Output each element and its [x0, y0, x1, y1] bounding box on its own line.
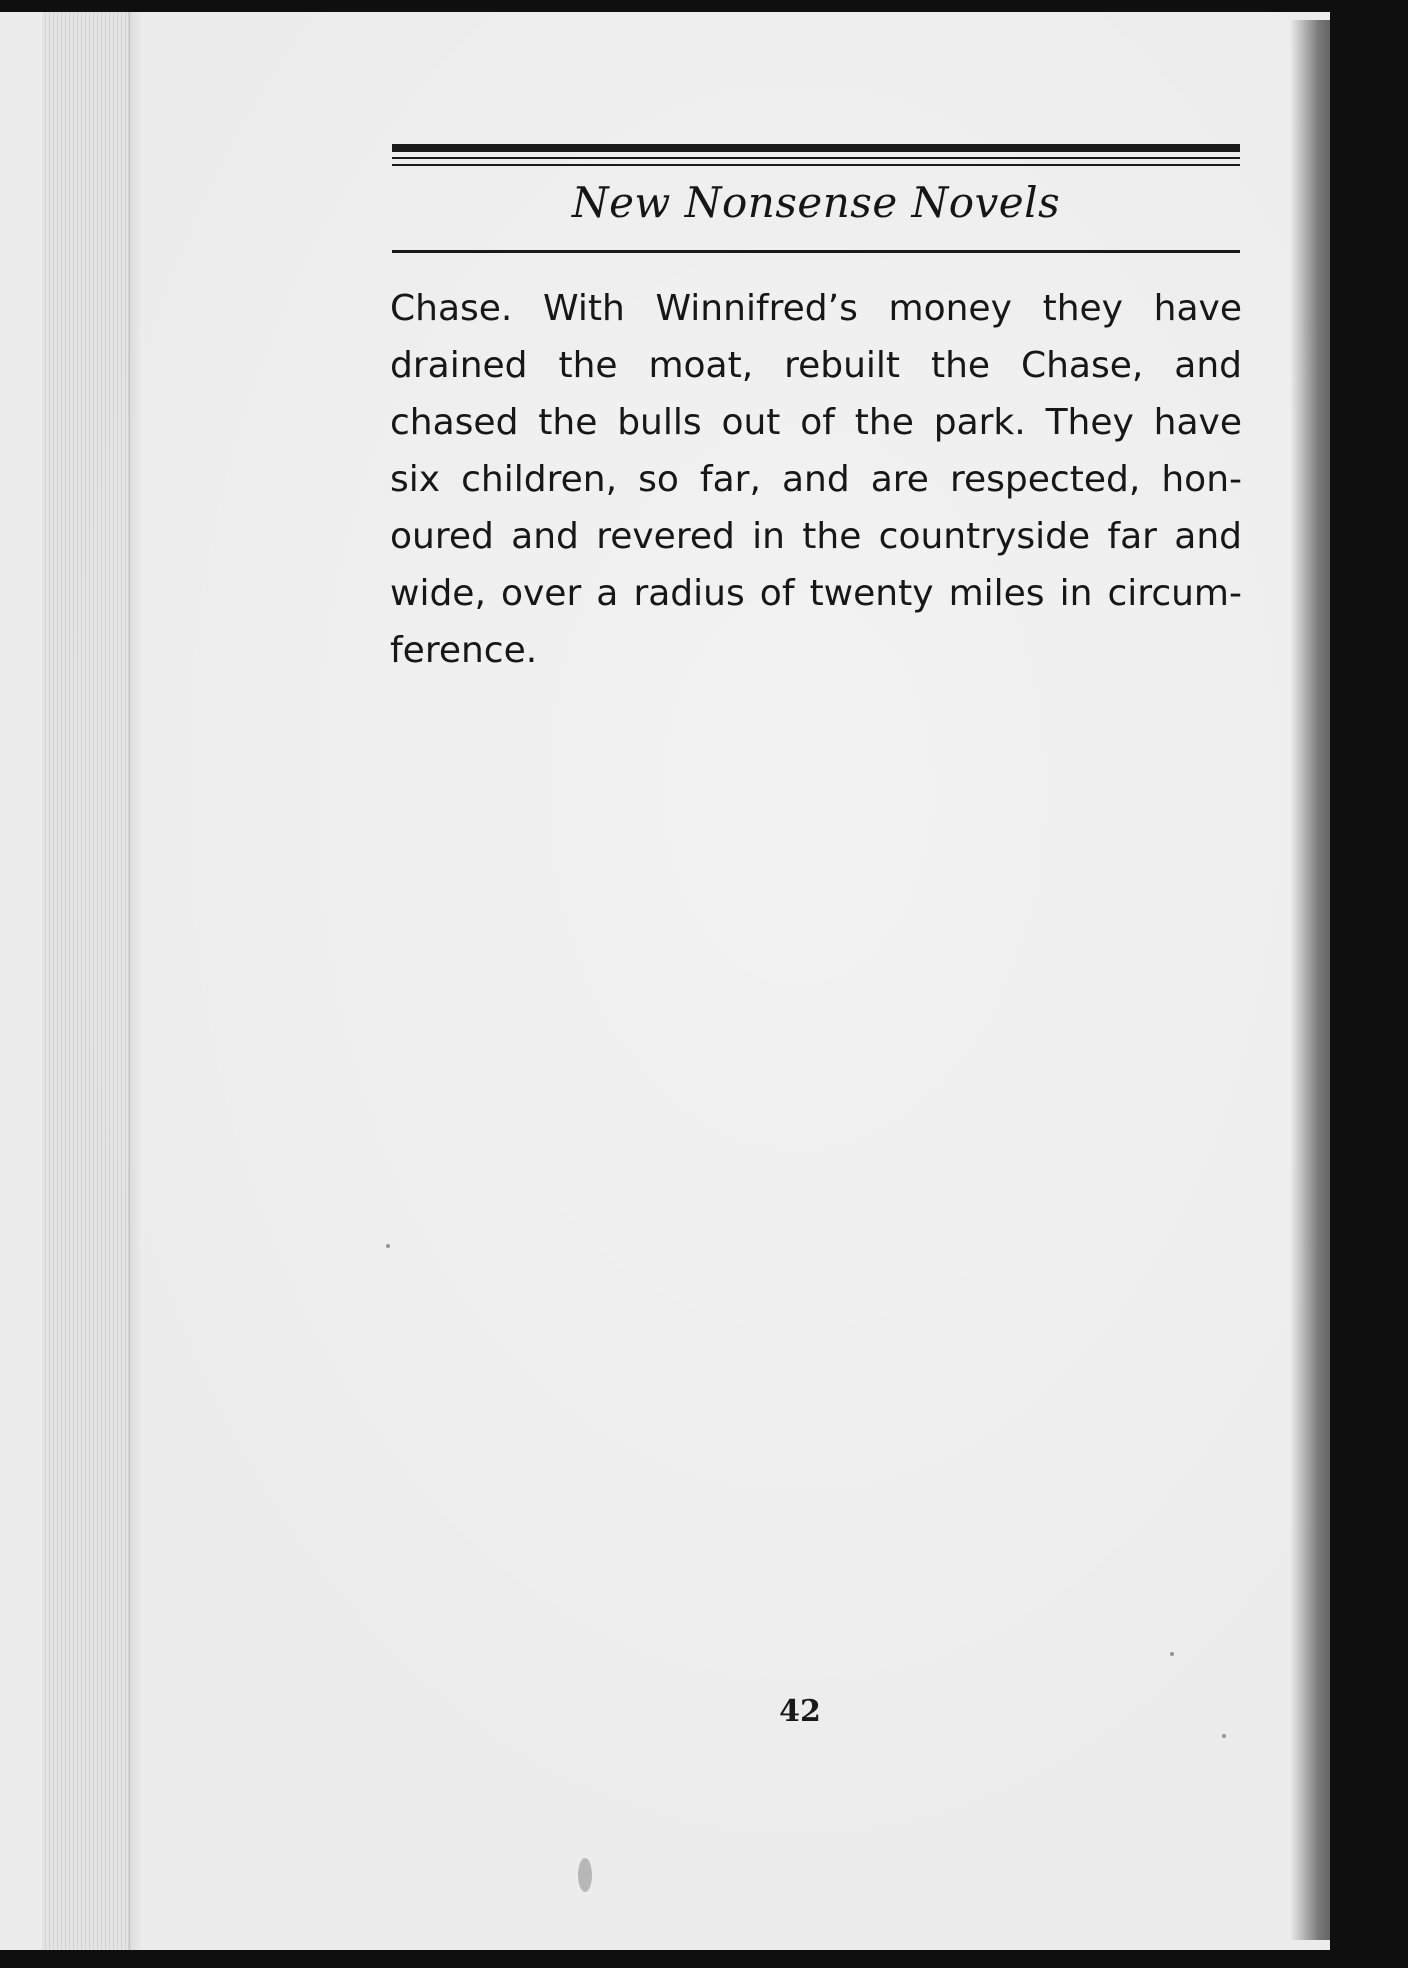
scan-background-bottom: [0, 1950, 1408, 1968]
text-line: six children, so far, and are respected, hon-: [390, 459, 1242, 500]
page-number: 42: [779, 1694, 821, 1729]
text-line: ference.: [390, 630, 538, 671]
text-line: oured and revered in the countryside far and: [390, 516, 1242, 557]
header-rule-thin: [392, 157, 1240, 159]
stacked-page-edges: [42, 12, 130, 1952]
paper-speck: [1170, 1652, 1174, 1656]
text-line: wide, over a radius of twenty miles in circum-: [390, 573, 1242, 614]
scan-background-right: [1330, 0, 1408, 1968]
header-rule-thick: [392, 144, 1240, 152]
paper-speck: [1222, 1734, 1226, 1738]
ink-smudge: [578, 1858, 592, 1892]
header-underline-rule: [392, 250, 1240, 253]
text-line: drained the moat, rebuilt the Chase, and: [390, 345, 1242, 386]
running-head: New Nonsense Novels: [571, 178, 1061, 227]
paper-speck: [386, 1244, 390, 1248]
body-paragraph: [390, 280, 1242, 679]
book-page: [0, 12, 1330, 1952]
header-rule-thin-second: [392, 164, 1240, 166]
page-edge-shadow: [128, 12, 142, 1952]
text-line: chased the bulls out of the park. They have: [390, 402, 1242, 443]
text-line: Chase. With Winnifred’s money they have: [390, 288, 1242, 329]
